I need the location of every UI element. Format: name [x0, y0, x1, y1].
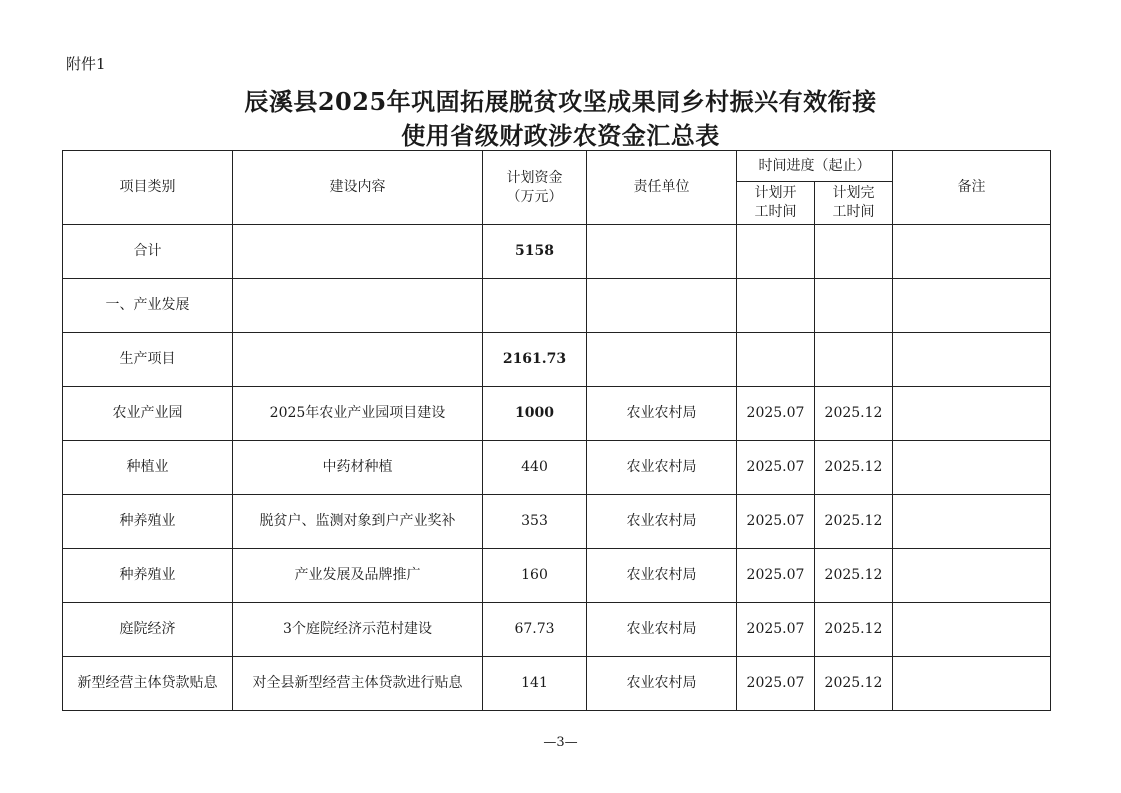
- header-row: [63, 151, 1051, 182]
- cell-remarks: [893, 225, 1051, 279]
- cell-funds: 2161.73: [483, 333, 587, 387]
- cell-unit: 农业农村局: [587, 441, 737, 495]
- cell-unit: [587, 279, 737, 333]
- header-end-line1: 计划完: [832, 185, 875, 201]
- cell-unit: [587, 225, 737, 279]
- cell-end: [815, 279, 893, 333]
- table-row: [63, 603, 1051, 657]
- cell-category: 一、产业发展: [63, 279, 233, 333]
- cell-category: 种植业: [63, 441, 233, 495]
- cell-start: [737, 333, 815, 387]
- cell-content: 3个庭院经济示范村建设: [233, 603, 483, 657]
- table-row-subtotal: [63, 333, 1051, 387]
- cell-end: 2025.12: [815, 495, 893, 549]
- cell-start: 2025.07: [737, 549, 815, 603]
- cell-category: 种养殖业: [63, 495, 233, 549]
- cell-funds: 67.73: [483, 603, 587, 657]
- header-schedule: 时间进度（起止）: [737, 151, 893, 182]
- header-remarks: 备注: [893, 151, 1051, 225]
- table-row: [63, 657, 1051, 711]
- cell-start: 2025.07: [737, 387, 815, 441]
- table-row-section: [63, 279, 1051, 333]
- cell-remarks: [893, 387, 1051, 441]
- cell-end: 2025.12: [815, 603, 893, 657]
- header-start-line1: 计划开: [754, 185, 797, 201]
- header-end-line2: 工时间: [832, 204, 875, 220]
- cell-funds: 440: [483, 441, 587, 495]
- cell-content: 脱贫户、监测对象到户产业奖补: [233, 495, 483, 549]
- cell-category: 合计: [63, 225, 233, 279]
- page-number: —3—: [543, 735, 578, 750]
- cell-category: 生产项目: [63, 333, 233, 387]
- header-end: [815, 182, 893, 225]
- cell-content: 对全县新型经营主体贷款进行贴息: [233, 657, 483, 711]
- attachment-label: 附件1: [66, 55, 106, 73]
- header-start-line2: 工时间: [754, 204, 797, 220]
- cell-end: 2025.12: [815, 657, 893, 711]
- cell-remarks: [893, 333, 1051, 387]
- cell-funds: 5158: [483, 225, 587, 279]
- cell-unit: 农业农村局: [587, 603, 737, 657]
- table-row: [63, 387, 1051, 441]
- cell-unit: [587, 333, 737, 387]
- cell-content: 产业发展及品牌推广: [233, 549, 483, 603]
- header-start: [737, 182, 815, 225]
- cell-content: [233, 225, 483, 279]
- cell-content: [233, 279, 483, 333]
- document-title-line1: 辰溪县2025年巩固拓展脱贫攻坚成果同乡村振兴有效衔接: [244, 87, 877, 116]
- cell-remarks: [893, 549, 1051, 603]
- cell-start: 2025.07: [737, 441, 815, 495]
- document-title-line2: 使用省级财政涉农资金汇总表: [401, 121, 720, 150]
- header-content: 建设内容: [233, 151, 483, 225]
- cell-start: 2025.07: [737, 603, 815, 657]
- table-row: [63, 495, 1051, 549]
- cell-unit: 农业农村局: [587, 387, 737, 441]
- cell-category: 种养殖业: [63, 549, 233, 603]
- cell-start: 2025.07: [737, 657, 815, 711]
- cell-funds: 160: [483, 549, 587, 603]
- cell-remarks: [893, 441, 1051, 495]
- cell-remarks: [893, 495, 1051, 549]
- table-row-total: [63, 225, 1051, 279]
- cell-start: [737, 279, 815, 333]
- cell-funds: 1000: [483, 387, 587, 441]
- cell-end: [815, 225, 893, 279]
- cell-end: 2025.12: [815, 387, 893, 441]
- cell-funds: 353: [483, 495, 587, 549]
- cell-end: 2025.12: [815, 441, 893, 495]
- cell-unit: 农业农村局: [587, 657, 737, 711]
- header-unit: 责任单位: [587, 151, 737, 225]
- cell-category: 农业产业园: [63, 387, 233, 441]
- cell-content: 中药材种植: [233, 441, 483, 495]
- header-funds: [483, 151, 587, 225]
- header-category: 项目类别: [63, 151, 233, 225]
- cell-end: [815, 333, 893, 387]
- cell-unit: 农业农村局: [587, 549, 737, 603]
- table-row: [63, 549, 1051, 603]
- header-funds-line2: （万元）: [506, 188, 563, 205]
- cell-remarks: [893, 279, 1051, 333]
- cell-start: [737, 225, 815, 279]
- cell-category: 新型经营主体贷款贴息: [63, 657, 233, 711]
- cell-funds: [483, 279, 587, 333]
- cell-content: [233, 333, 483, 387]
- cell-remarks: [893, 603, 1051, 657]
- table-row: [63, 441, 1051, 495]
- cell-category: 庭院经济: [63, 603, 233, 657]
- cell-content: 2025年农业产业园项目建设: [233, 387, 483, 441]
- funds-summary-table: [62, 150, 1051, 711]
- cell-funds: 141: [483, 657, 587, 711]
- cell-end: 2025.12: [815, 549, 893, 603]
- cell-remarks: [893, 657, 1051, 711]
- cell-start: 2025.07: [737, 495, 815, 549]
- header-funds-line1: 计划资金: [506, 169, 563, 186]
- cell-unit: 农业农村局: [587, 495, 737, 549]
